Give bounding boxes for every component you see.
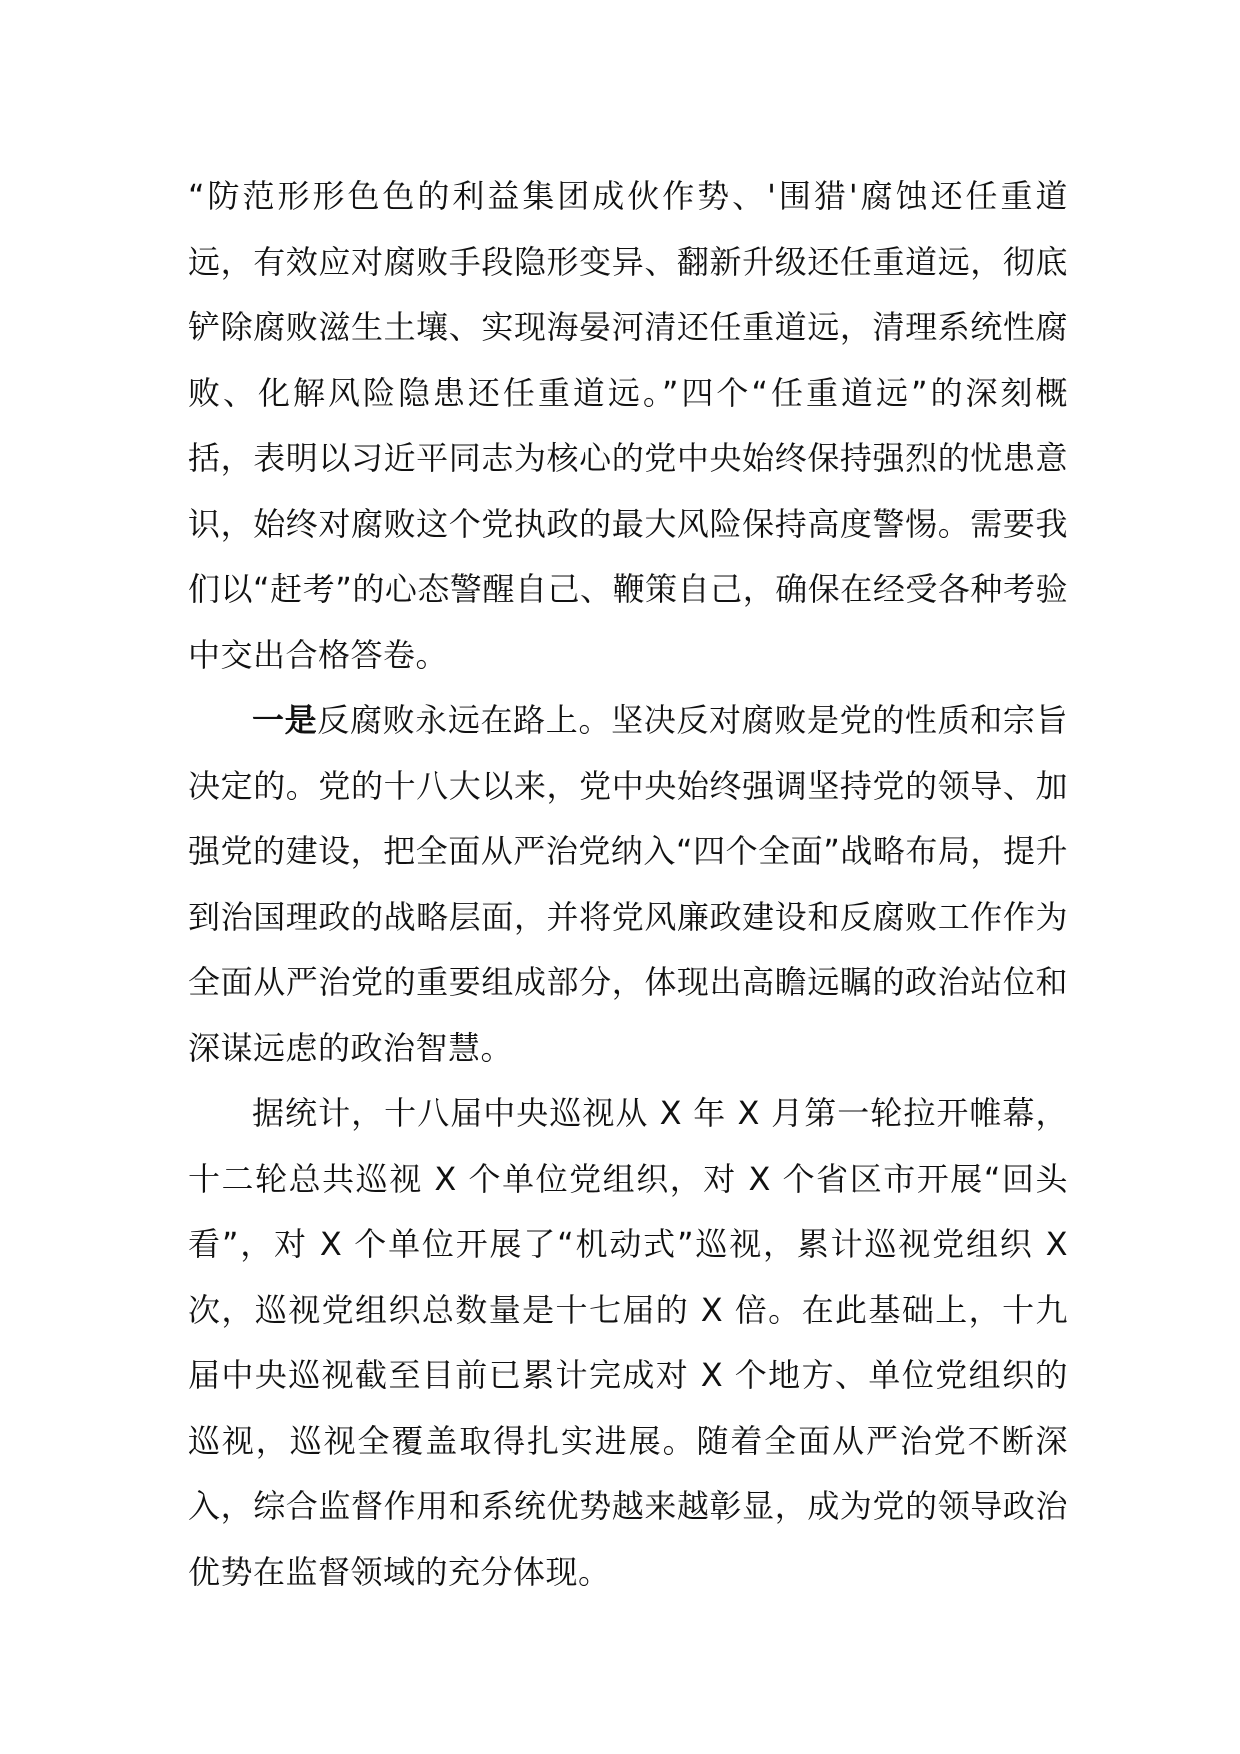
paragraph-intro: [188, 164, 1068, 688]
paragraph-point-one-lead: 一是: [252, 701, 318, 739]
document-body: [188, 164, 1068, 1605]
paragraph-point-one: [188, 688, 1068, 1081]
paragraph-point-one-text: 反腐败永远在路上。坚决反对腐败是党的性质和宗旨决定的。党的十八大以来，党中央始终强调坚持党的领导、加强党的建设，把全面从严治党纳入“四个全面”战略布局，提升到治国理政的战略层面，并将党风廉政建设和反腐败工作作为全面从严治党的重要组成部分，体现出高瞻远瞩的政治站位和深谋远虑的政治智慧。: [188, 701, 1068, 1067]
paragraph-statistics: [188, 1081, 1068, 1605]
paragraph-intro-text: “防范形形色色的利益集团成伙作势、'围猎'腐蚀还任重道远，有效应对腐败手段隐形变异、翻新升级还任重道远，彻底铲除腐败滋生土壤、实现海晏河清还任重道远，清理系统性腐败、化解风险隐患还任重道远。”四个“任重道远”的深刻概括，表明以习近平同志为核心的党中央始终保持强烈的忧患意识，始终对腐败这个党执政的最大风险保持高度警惕。需要我们以“赶考”的心态警醒自己、鞭策自己，确保在经受各种考验中交出合格答卷。: [188, 177, 1068, 674]
paragraph-statistics-text: 据统计，十八届中央巡视从 X 年 X 月第一轮拉开帷幕，十二轮总共巡视 X 个单位党组织，对 X 个省区市开展“回头看”，对 X 个单位开展了“机动式”巡视，累计巡视党组织 X 次，巡视党组织总数量是十七届的 X 倍。在此基础上，十九届中央巡视截至目前已累计完成对 X 个地方、单位党组织的巡视，巡视全覆盖取得扎实进展。随着全面从严治党不断深入，综合监督作用和系统优势越来越彰显，成为党的领导政治优势在监督领域的充分体现。: [188, 1094, 1068, 1591]
